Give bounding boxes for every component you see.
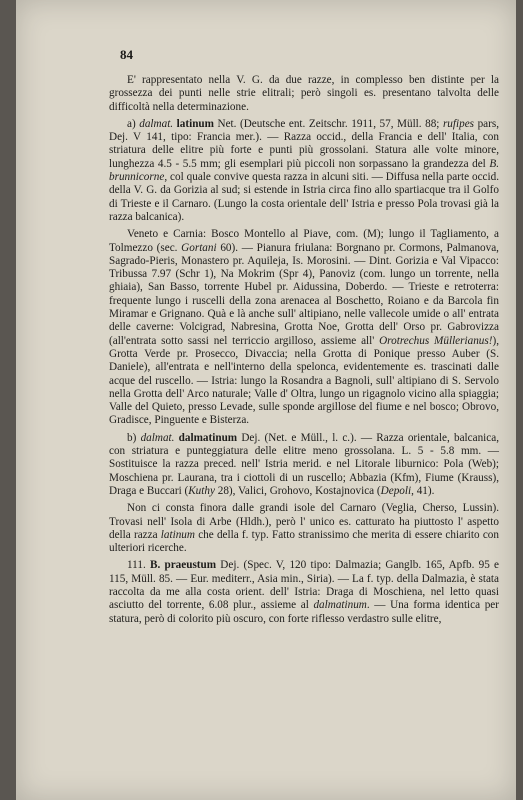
taxon-italic: dalmat. [139, 117, 174, 130]
paragraph-praeustum [109, 559, 499, 625]
text-run: ), Grotta Verde pr. Prosecco, Divaccia; nella Grotta di Ponique presso Auber (S. Daniele), all'entrata e nell'interno della spelonca, evidentemente es. trascinati dalle acque del ruscello. — Istria: lungo la Rosandra a Bagnoli, sull' altipiano di S. Servolo nella Grotta dell' Arco naturale; Valle d' Oltra, lungo un rigagnolo vicino alla spiaggia; Valle del Quieto, presso Levade, sulle sponde argillose del fiume e nel bosco; Obrovo, Gradisce, Pinguente e Bisterza. [109, 334, 499, 427]
item-letter: a) [127, 117, 140, 130]
text-run: Dej. (Net. e Müll., l. c.). — Razza orientale, balcanica, con striatura e punteggiatura delle elitre meno grossolana. L. 5 - 5.8 mm. — Sostituisce la razza preced. nell' Istria merid. e nel Litorale liburnico: Pola (Web); Moschiena pr. Laurana, tra i ciottoli di un ruscello; Abbazia (Kfm), Fiume (Krauss), Draga e Buccari ( [109, 431, 500, 497]
author-italic: Kuthy [188, 484, 215, 497]
text-run: 60). — Pianura friulana: Borgnano pr. Cormons, Palmanova, Sagrado-Pieris, Monastero pr. Aquileja, Is. Morosini. — Dint. Gorizia e Val Vipacco: Tribussa 7.97 (Schr 1), Na Mokrim (Spr 4), Panoviz (com. lungo un torrente, nella ghiaia), San Basso, torrente Hubel pr. Aidussina, Doberdo. — Trieste e retroterra: frequente lungo i ruscelli della zona arenacea al Boschetto, Roiano e da Barcola fin Miramar e Grignano. Quà e là anche sull' altipiano, nelle vallecole umide o all' entrata delle caverne: Volcigrad, Nabresina, Grotta Noe, Grotta dell' Orso pr. Gabrovizza (all'entrata sotto sassi nel terriccio argilloso, assieme all' [109, 241, 499, 347]
text-run: pars, Dej. V 141, tipo: Francia mer.). — Razza occid., della Francia e dell' Italia, con striatura delle elitre più forte e punti più grossolani. Statura alle volte minore, lunghezza 4.5 - 5.5 mm; gli esemplari più piccoli non sorpassano la grandezza del [109, 117, 499, 170]
text-run: , 41). [411, 484, 435, 497]
taxon-bold: latinum [176, 117, 214, 130]
body-text [109, 70, 499, 630]
species-number: 111. [127, 559, 150, 572]
author-italic: Gortani [181, 241, 217, 254]
paragraph-dalmatinum [109, 432, 499, 498]
book-page [16, 0, 516, 800]
text-run: Non ci consta finora dalle grandi isole del Carnaro (Veglia, Cherso, Lussin). Trovasi nell' Isola di Arbe (Hldh.), però l' unico es. catturato ha piuttosto l' aspetto della razza [109, 502, 499, 541]
taxon-italic: dalmat. [140, 431, 175, 444]
text-run: . — Una forma identica per statura, però di colorito più oscuro, con forte riflesso verdastro sulle elitre, [109, 599, 499, 625]
page-number: 84 [120, 47, 133, 62]
text-run: che della f. typ. Fatto stranissimo che merita di essere chiarito con ulteriori ricerche. [109, 528, 499, 555]
species-name-bold: B. praeustum [149, 559, 217, 572]
paragraph-islands [109, 502, 499, 555]
intro-text: E' rappresentato nella V. G. da due razze, in complesso ben distinte per la grossezza dei punti nelle strie elitrali; però singoli es. presentano talvolta delle difficoltà nella determinazione. [109, 74, 499, 113]
taxon-italic: Orotrechus Müllerianus! [379, 334, 493, 347]
text-run: Dej. (Spec. V, 120 tipo: Dalmazia; Ganglb. 165, Apfb. 95 e 115, Müll. 85. — Eur. mediterr., Asia min., Siria). — La f. typ. della Dalmazia, è stata raccolta da me alla costa orient. dell' Istria: Draga di Moschiena, nel letto quasi asciutto del torrente, 6.08 plur., assieme al [109, 559, 499, 612]
text-run: , col quale convive questa razza in alcuni siti. — Diffusa nella parte occid. della V. G. da Gorizia al sud; si estende in Istria circa fino allo spartiacque tra il Golfo di Trieste e il Carnaro. (Lungo la costa orientale dell' Istria e presso Pola trovasi già la razza balcanica). [109, 171, 499, 223]
taxon-italic: B. brunnicorne [109, 157, 499, 184]
paragraph-latinum [109, 118, 499, 224]
taxon-italic: dalmatinum [313, 599, 367, 612]
taxon-bold: dalmatinum [178, 431, 238, 444]
text-run: Net. (Deutsche ent. Zeitschr. 1911, 57, Müll. 88; [213, 117, 443, 130]
text-run: Veneto e Carnia: Bosco Montello al Piave, com. (M); lungo il Tagliamento, a Tolmezzo (sec. [109, 228, 499, 254]
paragraph-localities [109, 228, 499, 427]
item-letter: b) [127, 431, 141, 444]
taxon-italic: rufipes [442, 117, 475, 130]
text-run: 28), Valici, Grohovo, Kostajnovica ( [214, 484, 381, 497]
taxon-italic: latinum [160, 528, 195, 541]
paragraph-intro [109, 74, 499, 114]
author-italic: Depoli [380, 484, 412, 497]
